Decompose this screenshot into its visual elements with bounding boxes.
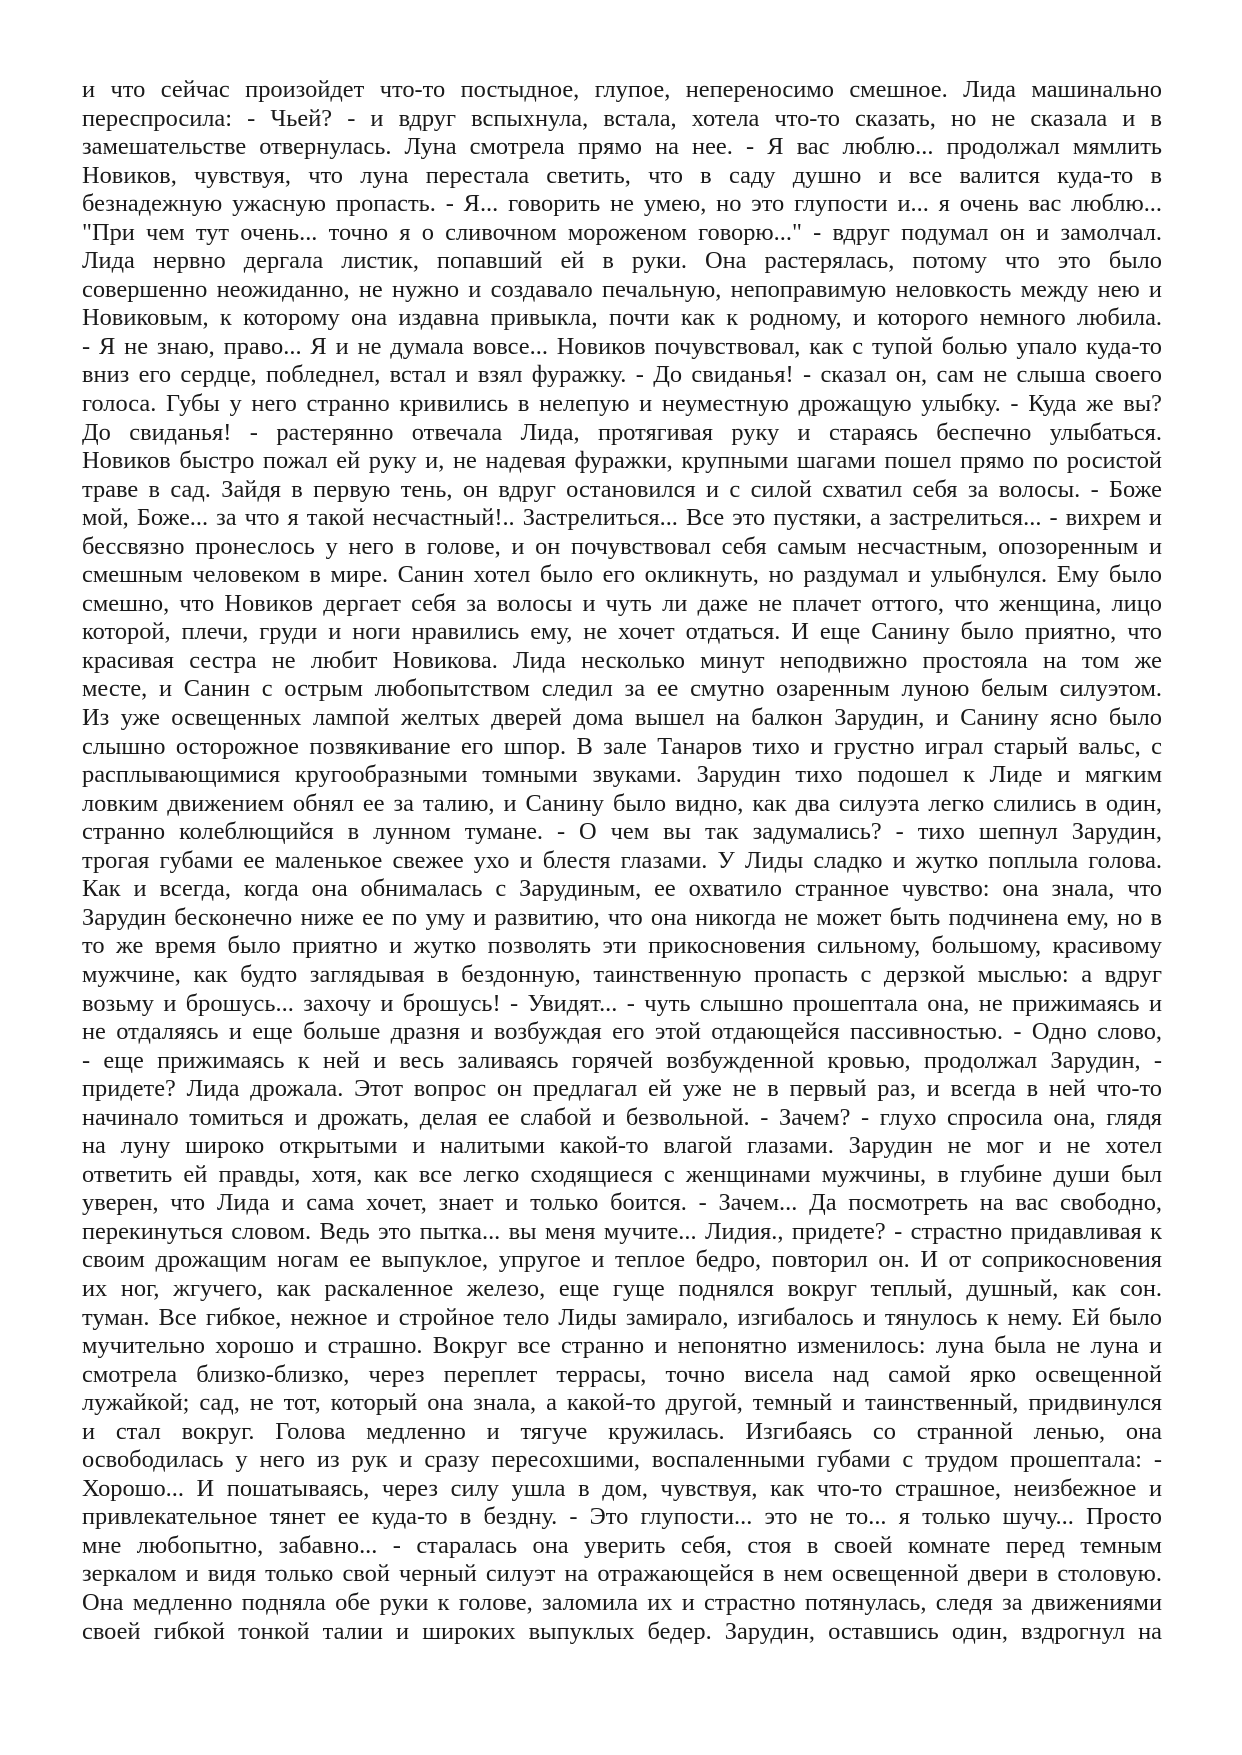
text-line: бессвязно пронеслось у него в голове, и он почувствовал себя самым несчастным, опозоренным и <box>82 532 1162 560</box>
text-line: мучительно хорошо и страшно. Вокруг все странно и непонятно изменилось: луна была не луна и <box>82 1332 1162 1360</box>
text-line: "При чем тут очень... точно я о сливочном мороженом говорю..." - вдруг подумал он и замолчал. <box>82 218 1162 246</box>
text-line: - еще прижимаясь к ней и весь заливаясь горячей возбужденной кровью, продолжал Зарудин, - <box>82 1046 1162 1074</box>
text-line: странно колеблющийся в лунном тумане. - О чем вы так задумались? - тихо шепнул Зарудин, <box>82 818 1162 846</box>
text-line: слышно осторожное позвякивание его шпор. В зале Танаров тихо и грустно играл старый вальс, с <box>82 732 1162 760</box>
text-line: Как и всегда, когда она обнималась с Зарудиным, ее охватило странное чувство: она знала, что <box>82 875 1162 903</box>
text-line: своим дрожащим ногам ее выпуклое, упругое и теплое бедро, повторил он. И от соприкосновения <box>82 1246 1162 1274</box>
text-line: Новиков, чувствуя, что луна перестала светить, что в саду душно и все валится куда-то в <box>82 161 1162 189</box>
text-line: Новиков быстро пожал ей руку и, не надевая фуражки, крупными шагами пошел прямо по росистой <box>82 447 1162 475</box>
text-line: своей гибкой тонкой талии и широких выпуклых бедер. Зарудин, оставшись один, вздрогнул на <box>82 1617 1162 1645</box>
text-line: замешательстве отвернулась. Луна смотрела прямо на нее. - Я вас люблю... продолжал мямлить <box>82 133 1162 161</box>
text-line: До свиданья! - растерянно отвечала Лида, протягивая руку и стараясь беспечно улыбаться. <box>82 418 1162 446</box>
text-line: перекинуться словом. Ведь это пытка... вы меня мучите... Лидия., придете? - страстно придавливая к <box>82 1217 1162 1245</box>
text-line: вниз его сердце, побледнел, встал и взял фуражку. - До свиданья! - сказал он, сам не слыша своего <box>82 361 1162 389</box>
text-line: расплывающимися кругообразными томными звуками. Зарудин тихо подошел к Лиде и мягким <box>82 761 1162 789</box>
text-line: мужчине, как будто заглядывая в бездонную, таинственную пропасть с дерзкой мыслью: а вдруг <box>82 960 1162 988</box>
text-line: их ног, жгучего, как раскаленное железо, еще гуще поднялся вокруг теплый, душный, как сон. <box>82 1274 1162 1302</box>
text-line: которой, плечи, груди и ноги нравились ему, не хочет отдаться. И еще Санину было приятно, что <box>82 618 1162 646</box>
text-line: мне любопытно, забавно... - старалась она уверить себя, стоя в своей комнате перед темным <box>82 1531 1162 1559</box>
text-line: - Я не знаю, право... Я и не думала вовсе... Новиков почувствовал, как с тупой болью упало куда-то <box>82 332 1162 360</box>
text-line: ловким движением обнял ее за талию, и Санину было видно, как два силуэта легко слились в один, <box>82 789 1162 817</box>
text-line: Новиковым, к которому она издавна привыкла, почти как к родному, и которого немного любила. <box>82 304 1162 332</box>
text-line: и стал вокруг. Голова медленно и тягуче кружилась. Изгибаясь со странной ленью, она <box>82 1417 1162 1445</box>
text-line: освободилась у него из рук и сразу пересохшими, воспаленными губами с трудом прошептала: - <box>82 1446 1162 1474</box>
text-line: совершенно неожиданно, не нужно и создавало печальную, непоправимую неловкость между нею и <box>82 275 1162 303</box>
text-line: придете? Лида дрожала. Этот вопрос он предлагал ей уже не в первый раз, и всегда в ней что-то <box>82 1075 1162 1103</box>
text-line: возьму и брошусь... захочу и брошусь! - Увидят... - чуть слышно прошептала она, не прижимаясь и <box>82 989 1162 1017</box>
text-line: то же время было приятно и жутко позволять эти прикосновения сильному, большому, красивому <box>82 932 1162 960</box>
document-page <box>82 76 1162 1646</box>
text-line: переспросила: - Чьей? - и вдруг вспыхнула, встала, хотела что-то сказать, но не сказала и в <box>82 104 1162 132</box>
text-line: смотрела близко-близко, через переплет террасы, точно висела над самой ярко освещенной <box>82 1360 1162 1388</box>
text-line: туман. Все гибкое, нежное и стройное тело Лиды замирало, изгибалось и тянулось к нему. Ей было <box>82 1303 1162 1331</box>
text-line: смешным человеком в мире. Санин хотел было его окликнуть, но раздумал и улыбнулся. Ему было <box>82 561 1162 589</box>
body-text <box>82 76 1162 1646</box>
text-line: лужайкой; сад, не тот, который она знала, а какой-то другой, темный и таинственный, придвинулся <box>82 1389 1162 1417</box>
text-line: смешно, что Новиков дергает себя за волосы и чуть ли даже не плачет оттого, что женщина, лицо <box>82 589 1162 617</box>
text-line: трогая губами ее маленькое свежее ухо и блестя глазами. У Лиды сладко и жутко поплыла голова. <box>82 846 1162 874</box>
text-line: голоса. Губы у него странно кривились в нелепую и неуместную дрожащую улыбку. - Куда же вы? <box>82 390 1162 418</box>
text-line: зеркалом и видя только свой черный силуэт на отражающейся в нем освещенной двери в столовую. <box>82 1560 1162 1588</box>
text-line: Зарудин бесконечно ниже ее по уму и развитию, что она никогда не может быть подчинена ему, но в <box>82 903 1162 931</box>
text-line: мой, Боже... за что я такой несчастный!.. Застрелиться... Все это пустяки, а застрелиться... - вихрем и <box>82 504 1162 532</box>
text-line: красивая сестра не любит Новикова. Лида несколько минут неподвижно простояла на том же <box>82 646 1162 674</box>
text-line: Она медленно подняла обе руки к голове, заломила их и страстно потянулась, следя за движениями <box>82 1588 1162 1616</box>
text-line: месте, и Санин с острым любопытством следил за ее смутно озаренным луною белым силуэтом. <box>82 675 1162 703</box>
text-line: не отдаляясь и еще больше дразня и возбуждая его этой отдающейся пассивностью. - Одно слово, <box>82 1018 1162 1046</box>
text-line: безнадежную ужасную пропасть. - Я... говорить не умею, но это глупости и... я очень вас люблю... <box>82 190 1162 218</box>
text-line: Лида нервно дергала листик, попавший ей в руки. Она растерялась, потому что это было <box>82 247 1162 275</box>
text-line: Из уже освещенных лампой желтых дверей дома вышел на балкон Зарудин, и Санину ясно было <box>82 704 1162 732</box>
text-line: начинало томиться и дрожать, делая ее слабой и безвольной. - Зачем? - глухо спросила она, глядя <box>82 1103 1162 1131</box>
text-line: Хорошо... И пошатываясь, через силу ушла в дом, чувствуя, как что-то страшное, неизбежное и <box>82 1474 1162 1502</box>
text-line: уверен, что Лида и сама хочет, знает и только боится. - Зачем... Да посмотреть на вас свободно, <box>82 1189 1162 1217</box>
text-line: и что сейчас произойдет что-то постыдное, глупое, непереносимо смешное. Лида машинально <box>82 76 1162 103</box>
text-line: привлекательное тянет ее куда-то в бездну. - Это глупости... это не то... я только шучу... Просто <box>82 1503 1162 1531</box>
text-line: на луну широко открытыми и налитыми какой-то влагой глазами. Зарудин не мог и не хотел <box>82 1132 1162 1160</box>
text-line: траве в сад. Зайдя в первую тень, он вдруг остановился и с силой схватил себя за волосы. - Боже <box>82 475 1162 503</box>
text-line: ответить ей правды, хотя, как все легко сходящиеся с женщинами мужчины, в глубине души был <box>82 1160 1162 1188</box>
